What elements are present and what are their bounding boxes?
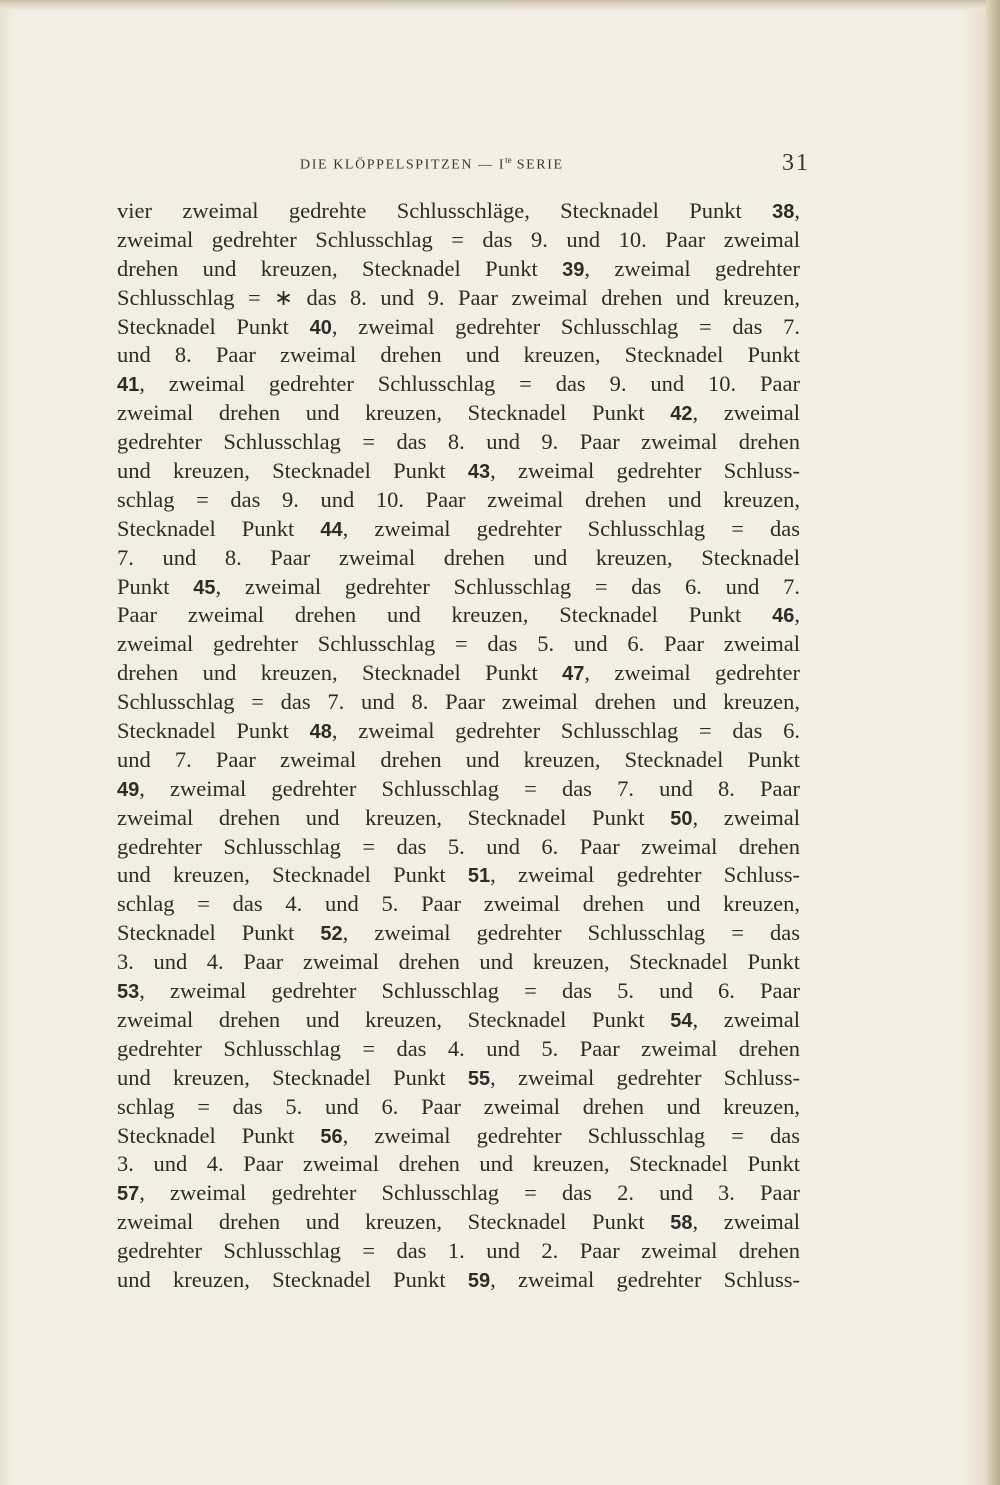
punkt-number: 47 xyxy=(562,663,585,686)
text-segment: , zweimal xyxy=(692,804,801,830)
text-line xyxy=(117,630,800,659)
text-segment: , zweimal gedrehter Schlusschlag = das 9. und 10. Paar xyxy=(139,371,800,397)
punkt-number: 48 xyxy=(309,721,332,744)
text-segment: schlag = das 5. und 6. Paar zweimal drehen und kreuzen, xyxy=(117,1093,800,1119)
text-segment: Stecknadel Punkt xyxy=(117,718,310,744)
running-title-main: DIE KLÖPPELSPITZEN — I xyxy=(300,157,506,173)
text-line xyxy=(117,804,800,833)
text-line xyxy=(117,775,800,804)
text-line xyxy=(117,515,800,544)
text-segment: und kreuzen, Stecknadel Punkt xyxy=(117,1064,468,1090)
running-title-superscript: te xyxy=(505,155,512,165)
punkt-number: 59 xyxy=(467,1269,491,1292)
text-line xyxy=(117,1006,800,1035)
text-line xyxy=(117,544,800,573)
page-number: 31 xyxy=(782,150,810,176)
text-line xyxy=(117,1122,800,1151)
punkt-number: 51 xyxy=(467,865,491,888)
text-line xyxy=(117,977,800,1006)
text-line xyxy=(117,717,800,746)
text-segment: , zweimal xyxy=(692,400,801,426)
text-line xyxy=(117,573,800,602)
text-segment: drehen und kreuzen, Stecknadel Punkt xyxy=(117,660,563,686)
text-segment: , zweimal gedrehter Schluss- xyxy=(490,1064,800,1090)
text-segment: , zweimal gedrehter xyxy=(584,660,800,686)
punkt-number: 55 xyxy=(467,1067,491,1090)
text-segment: , xyxy=(794,602,800,628)
text-segment: und 7. Paar zweimal drehen und kreuzen, Stecknadel Punkt xyxy=(117,746,800,772)
punkt-number: 42 xyxy=(670,403,693,426)
text-segment: Paar zweimal drehen und kreuzen, Stecknadel Punkt xyxy=(117,602,773,628)
text-line xyxy=(117,601,800,630)
text-line xyxy=(117,255,800,284)
text-segment: Stecknadel Punkt xyxy=(117,920,321,946)
text-line xyxy=(117,1064,800,1093)
text-segment: zweimal drehen und kreuzen, Stecknadel Punkt xyxy=(117,1209,671,1235)
text-line xyxy=(117,370,800,399)
text-line xyxy=(117,861,800,890)
text-line xyxy=(117,1237,800,1266)
text-segment: zweimal drehen und kreuzen, Stecknadel Punkt xyxy=(117,400,671,426)
text-segment: gedrehter Schlusschlag = das 1. und 2. Paar zweimal drehen xyxy=(117,1238,800,1264)
punkt-number: 49 xyxy=(117,778,140,801)
text-segment: , zweimal xyxy=(692,1006,801,1032)
text-segment: , zweimal gedrehter Schluss- xyxy=(490,862,800,888)
text-line xyxy=(117,284,800,313)
text-segment: zweimal drehen und kreuzen, Stecknadel Punkt xyxy=(117,1006,671,1032)
text-line xyxy=(117,1093,800,1122)
punkt-number: 44 xyxy=(320,518,343,541)
running-title-suffix: SERIE xyxy=(511,157,564,173)
text-segment: schlag = das 4. und 5. Paar zweimal drehen und kreuzen, xyxy=(117,891,800,917)
text-segment: , zweimal gedrehter Schlusschlag = das 2. und 3. Paar xyxy=(139,1180,800,1206)
text-line xyxy=(117,1179,800,1208)
text-segment: und 8. Paar zweimal drehen und kreuzen, Stecknadel Punkt xyxy=(117,342,800,368)
text-segment: , zweimal gedrehter Schlusschlag = das xyxy=(342,1122,800,1148)
running-title xyxy=(300,155,564,174)
text-line xyxy=(117,890,800,919)
text-line xyxy=(117,746,800,775)
text-line xyxy=(117,688,800,717)
text-segment: Stecknadel Punkt xyxy=(117,313,310,339)
punkt-number: 57 xyxy=(117,1183,140,1206)
text-segment: schlag = das 9. und 10. Paar zweimal drehen und kreuzen, xyxy=(117,486,800,512)
text-segment: , zweimal gedrehter Schluss- xyxy=(490,458,800,484)
text-segment: , zweimal gedrehter Schlusschlag = das 5. und 6. Paar xyxy=(139,978,800,1004)
text-line xyxy=(117,226,800,255)
text-segment: gedrehter Schlusschlag = das 5. und 6. Paar zweimal drehen xyxy=(117,833,800,859)
text-segment: , zweimal gedrehter Schlusschlag = das 6. xyxy=(331,718,800,744)
punkt-number: 53 xyxy=(117,981,140,1004)
text-segment: , zweimal gedrehter xyxy=(584,255,800,281)
text-segment: 3. und 4. Paar zweimal drehen und kreuzen, Stecknadel Punkt xyxy=(117,949,800,975)
text-line xyxy=(117,1035,800,1064)
text-line xyxy=(117,833,800,862)
text-segment: , zweimal gedrehter Schlusschlag = das 6. und 7. xyxy=(215,573,801,599)
punkt-number: 45 xyxy=(193,576,216,599)
text-segment: gedrehter Schlusschlag = das 4. und 5. Paar zweimal drehen xyxy=(117,1035,800,1061)
punkt-number: 41 xyxy=(117,374,140,397)
punkt-number: 54 xyxy=(670,1009,693,1032)
text-segment: 3. und 4. Paar zweimal drehen und kreuzen, Stecknadel Punkt xyxy=(117,1151,800,1177)
punkt-number: 46 xyxy=(772,605,795,628)
text-line xyxy=(117,1208,800,1237)
text-segment: , zweimal xyxy=(692,1209,801,1235)
page-right-edge xyxy=(986,0,1000,1485)
text-segment: gedrehter Schlusschlag = das 8. und 9. Paar zweimal drehen xyxy=(117,429,800,455)
text-segment: , xyxy=(794,198,800,223)
text-segment: Schlusschlag = das 7. und 8. Paar zweimal drehen und kreuzen, xyxy=(117,689,800,715)
text-line xyxy=(117,659,800,688)
page-top-edge xyxy=(0,0,1000,10)
text-line xyxy=(117,197,800,226)
text-line xyxy=(117,919,800,948)
text-segment: und kreuzen, Stecknadel Punkt xyxy=(117,862,468,888)
text-line xyxy=(117,486,800,515)
text-line xyxy=(117,313,800,342)
text-segment: zweimal gedrehter Schlusschlag = das 9. und 10. Paar zweimal xyxy=(117,226,800,252)
text-line xyxy=(117,399,800,428)
punkt-number: 38 xyxy=(772,201,795,223)
text-line xyxy=(117,341,800,370)
text-segment: , zweimal gedrehter Schlusschlag = das xyxy=(342,515,800,541)
punkt-number: 50 xyxy=(670,807,693,830)
text-segment: und kreuzen, Stecknadel Punkt xyxy=(117,458,468,484)
text-segment: Stecknadel Punkt xyxy=(117,1122,321,1148)
body-text xyxy=(117,197,800,1295)
text-segment: drehen und kreuzen, Stecknadel Punkt xyxy=(117,255,563,281)
text-segment: Stecknadel Punkt xyxy=(117,515,321,541)
text-line xyxy=(117,948,800,977)
punkt-number: 52 xyxy=(320,923,343,946)
punkt-number: 56 xyxy=(320,1125,343,1148)
punkt-number: 39 xyxy=(562,258,585,281)
running-head xyxy=(300,150,810,179)
text-segment: Schlusschlag = ∗ das 8. und 9. Paar zweimal drehen und kreuzen, xyxy=(117,284,800,310)
text-segment: vier zweimal gedrehte Schlusschläge, Stecknadel Punkt xyxy=(117,198,773,223)
text-segment: und kreuzen, Stecknadel Punkt xyxy=(117,1266,468,1292)
text-line xyxy=(117,1150,800,1179)
punkt-number: 40 xyxy=(309,316,332,339)
text-segment: , zweimal gedrehter Schlusschlag = das 7. und 8. Paar xyxy=(139,775,800,801)
text-line xyxy=(117,457,800,486)
punkt-number: 58 xyxy=(670,1212,693,1235)
text-segment: , zweimal gedrehter Schlusschlag = das xyxy=(342,920,800,946)
text-segment: Punkt xyxy=(117,573,194,599)
text-segment: , zweimal gedrehter Schlusschlag = das 7. xyxy=(331,313,800,339)
text-segment: 7. und 8. Paar zweimal drehen und kreuzen, Stecknadel xyxy=(117,544,800,570)
text-segment: zweimal drehen und kreuzen, Stecknadel Punkt xyxy=(117,804,671,830)
text-line xyxy=(117,1266,800,1295)
text-line xyxy=(117,428,800,457)
text-segment: zweimal gedrehter Schlusschlag = das 5. und 6. Paar zweimal xyxy=(117,631,800,657)
punkt-number: 43 xyxy=(467,461,491,484)
text-segment: , zweimal gedrehter Schluss- xyxy=(490,1266,800,1292)
